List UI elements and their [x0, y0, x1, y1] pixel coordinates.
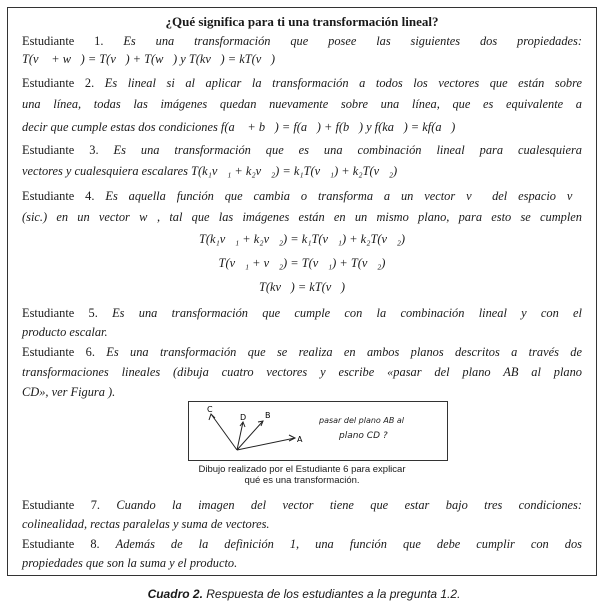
s6-text-2: transformaciones lineales (dibuja cuatro vectores y escribe «pasar del plano AB al plano: [22, 365, 582, 379]
s5-label: Estudiante 5.: [22, 306, 98, 320]
s3-label: Estudiante 3.: [22, 143, 99, 157]
s5-line-1: [22, 305, 582, 321]
s4-eq-3: T(kv⃗) = kT(v⃗): [258, 280, 346, 294]
s1-text-1: Es una transformación que posee las siguientes dos propiedades:: [123, 34, 582, 48]
s2-text-3: decir que cumple estas dos condiciones f(a⃗ + b⃗) = f(a⃗) + f(b⃗) y f(ka⃗) = kf(a⃗): [22, 120, 456, 134]
s4-eq-2: T(v⃗₁ + v⃗₂) = T(v⃗₁) + T(v⃗₂): [218, 256, 386, 270]
s1-line-1: [22, 33, 582, 49]
s4-eq-1: T(k₁v⃗₁ + k₂v⃗₂) = k₁T(v⃗₁) + k₂T(v⃗₂): [198, 232, 406, 246]
s4-label: Estudiante 4.: [22, 189, 95, 203]
label-b: B: [265, 411, 271, 420]
s7-line-1: [22, 497, 582, 513]
s3-text-2: vectores y cualesquiera escalares T(k₁v⃗₁ + k₂v⃗₂) = k₁T(v⃗₁) + k₂T(v⃗₂): [22, 164, 398, 178]
s4-line-1: [22, 188, 582, 204]
s1-formula: T(v⃗ + w⃗) = T(v⃗) + T(w⃗) y T(kv⃗) = kT(v⃗): [22, 52, 275, 66]
table-caption-label: Cuadro 2.: [147, 587, 203, 601]
s8-text-1: Además de la definición 1, una función que debe cumplir con dos: [115, 537, 582, 551]
label-d: D: [240, 413, 247, 422]
s4-text-2: (sic.) en un vector w⃗, tal que las imágenes están en un mismo plano, para esto se cumplen: [22, 210, 582, 224]
drawing-caption-1: Dibujo realizado por el Estudiante 6 para explicar: [198, 464, 406, 475]
drawing-caption-2: qué es una transformación.: [244, 475, 360, 486]
label-a: A: [297, 435, 303, 444]
s8-line-1: [22, 536, 582, 552]
question-title: ¿Qué significa para ti una transformación lineal?: [165, 14, 439, 29]
student6-drawing: [188, 401, 448, 461]
vector-sketch: [189, 402, 447, 460]
table-caption: [0, 587, 608, 601]
s2-text-2: una línea, todas las imágenes quedan nuevamente sobre una línea, que es equivalente a: [22, 97, 582, 111]
s2-text-1: Es lineal si al aplicar la transformación a todos los vectores que están sobre: [104, 76, 582, 90]
vector-d: [237, 422, 243, 450]
s1-label: Estudiante 1.: [22, 34, 104, 48]
s6-text-1: Es una transformación que se realiza en ambos planos descritos a través de: [106, 345, 582, 359]
handwriting-line-2: plano CD ?: [339, 431, 388, 441]
table-caption-text: Respuesta de los estudiantes a la pregunta 1.2.: [206, 587, 461, 601]
s7-text-1: Cuando la imagen del vector tiene que estar bajo tres condiciones:: [116, 498, 582, 512]
s8-text-2: propiedades que son la suma y el producto.: [22, 556, 238, 570]
s7-label: Estudiante 7.: [22, 498, 100, 512]
handwriting-line-1: pasar del plano AB al: [319, 416, 404, 425]
s5-text-1: Es una transformación que cumple con la combinación lineal y con el: [112, 306, 582, 320]
s6-line-1: [22, 344, 582, 360]
label-c: C: [207, 405, 213, 414]
s2-label: Estudiante 2.: [22, 76, 95, 90]
s8-label: Estudiante 8.: [22, 537, 100, 551]
cuadro-frame: [7, 7, 597, 576]
s3-line-1: [22, 142, 582, 158]
s2-line-1: [22, 75, 582, 91]
vector-c: [211, 414, 237, 450]
s6-label: Estudiante 6.: [22, 345, 95, 359]
s3-text-1: Es una transformación que es una combinación lineal para cualesquiera: [113, 143, 582, 157]
s7-text-2: colinealidad, rectas paralelas y suma de vectores.: [22, 517, 270, 531]
s5-text-2: producto escalar.: [22, 325, 108, 339]
s4-text-1: Es aquella función que cambia o transforma a un vector v⃗ del espacio v⃗: [105, 189, 582, 203]
s6-text-3: CD», ver Figura ).: [22, 385, 116, 399]
